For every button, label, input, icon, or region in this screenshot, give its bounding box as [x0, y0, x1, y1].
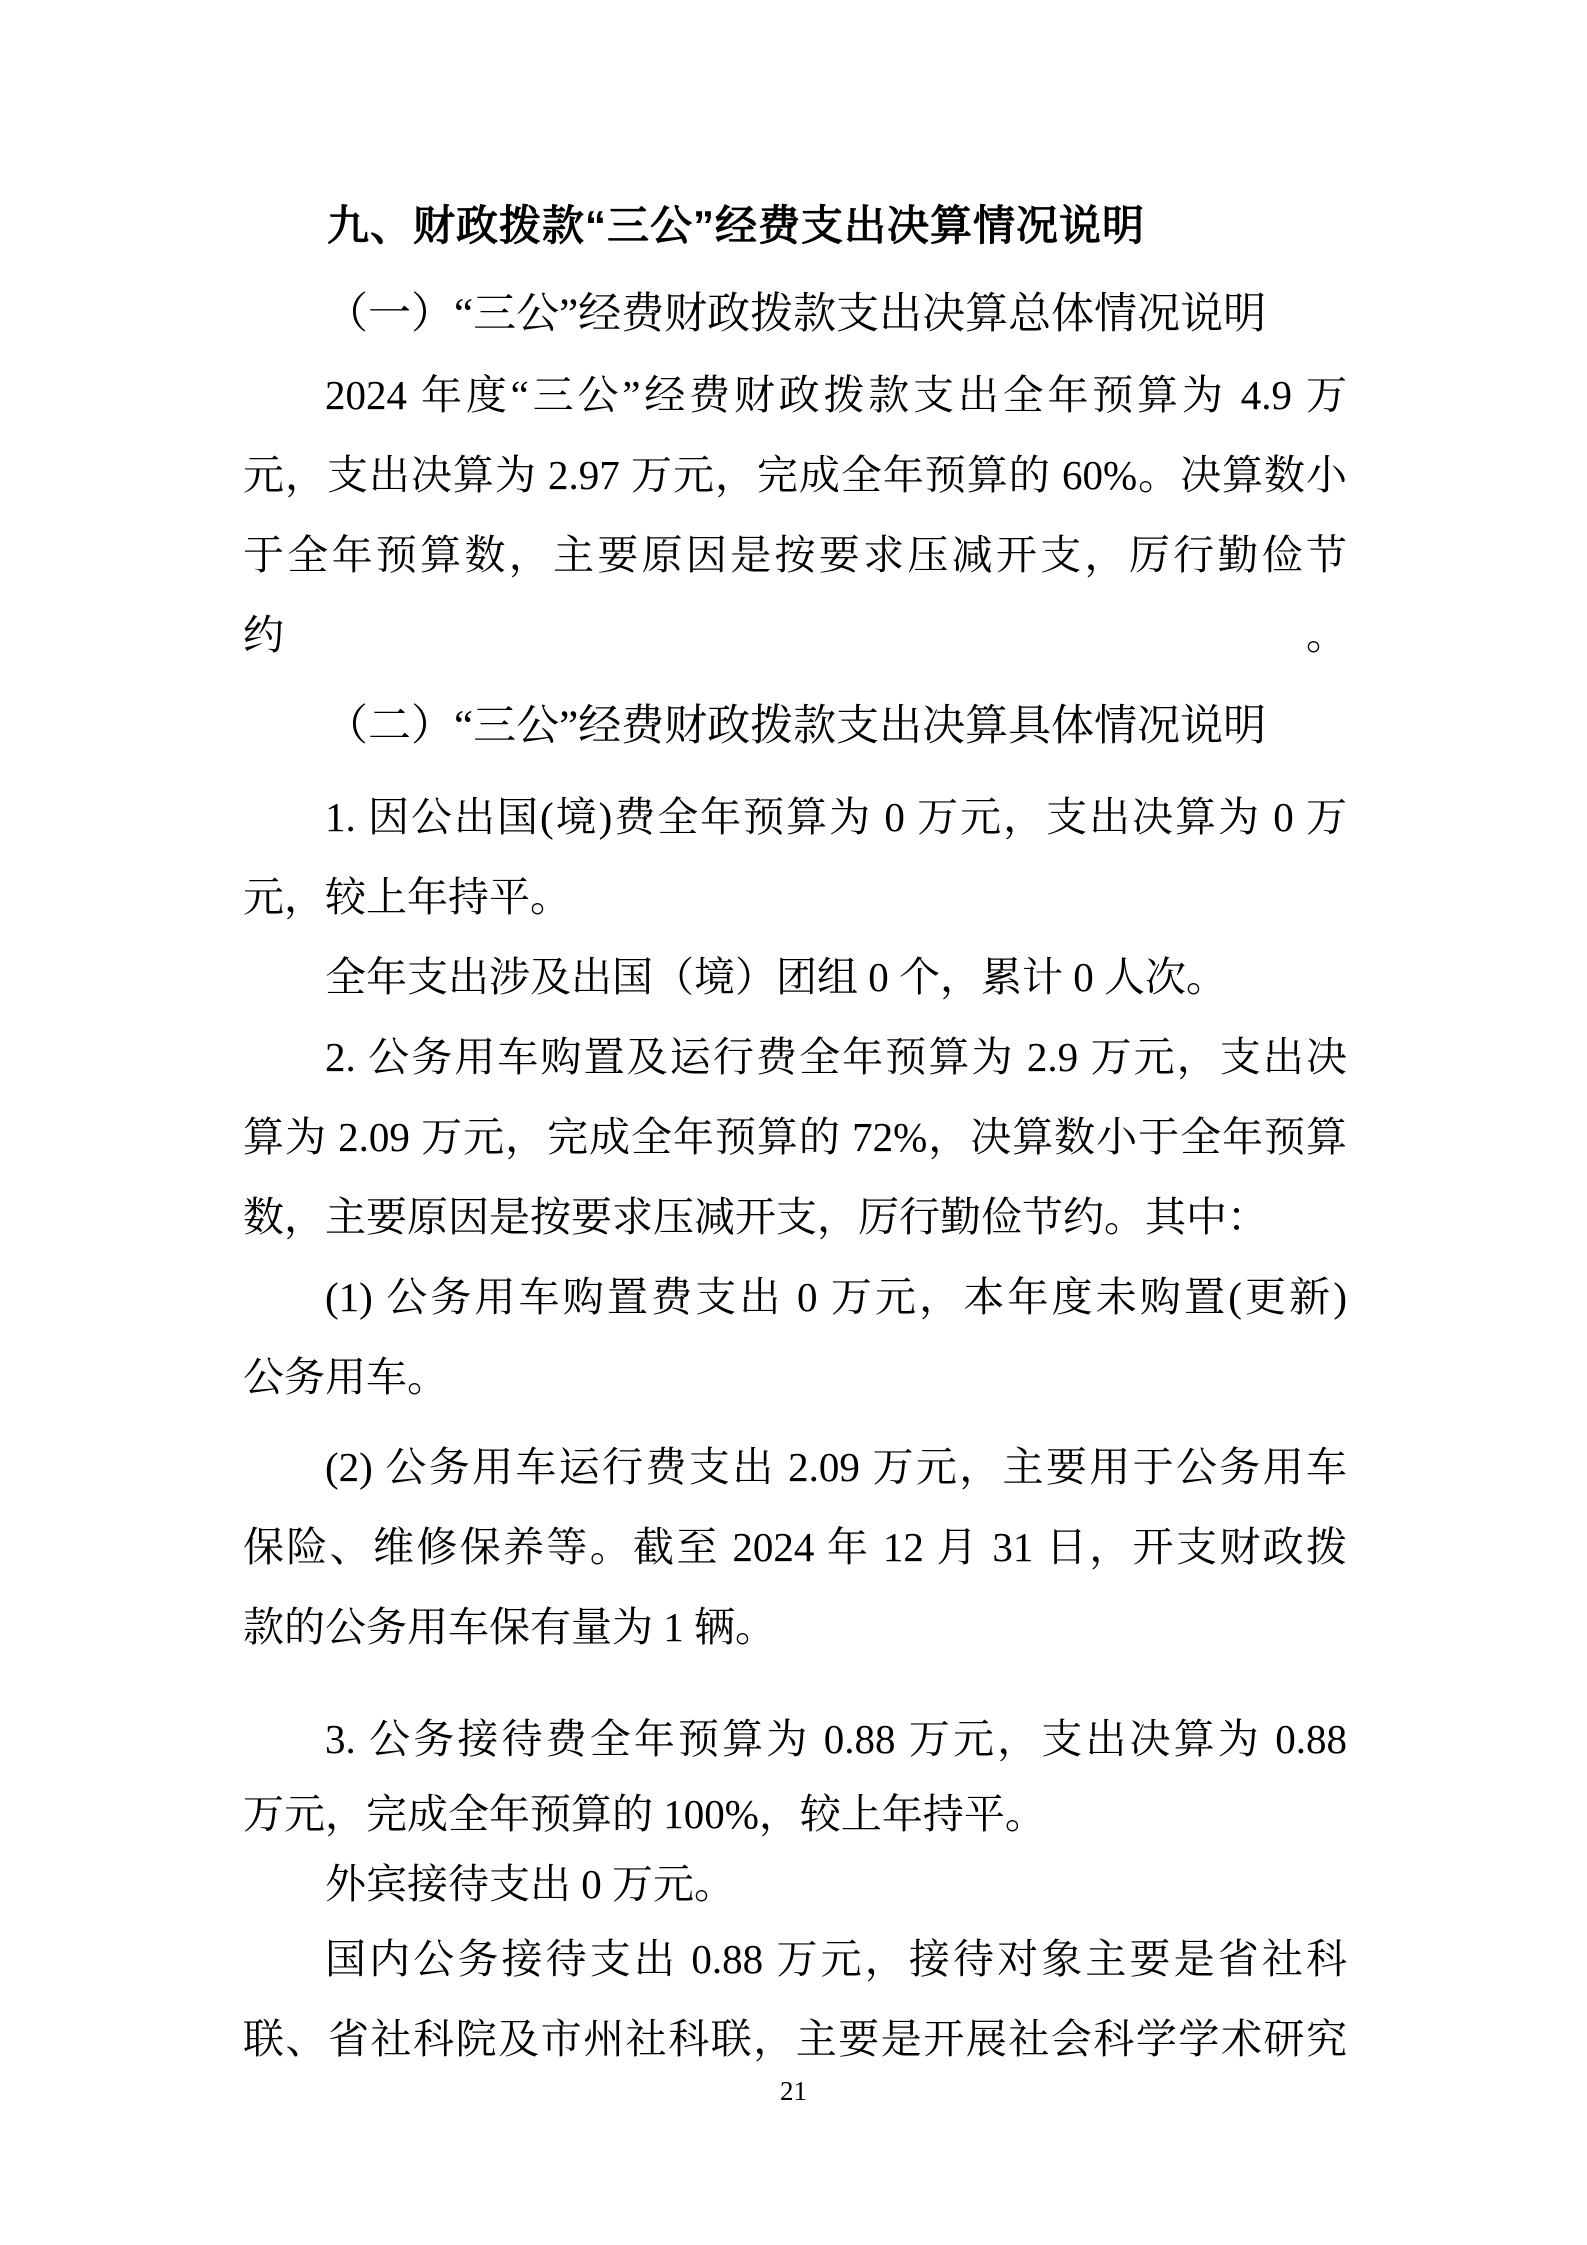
text-line: (1) 公务用车购置费支出 0 万元，本年度未购置(更新): [325, 1274, 1347, 1320]
document-body: [243, 0, 1347, 2079]
subsection-heading: （一）“三公”经费财政拨款支出决算总体情况说明: [325, 291, 1267, 338]
text-line: 3. 公务接待费全年预算为 0.88 万元，支出决算为 0.88: [325, 1716, 1347, 1762]
text-line: 款的公务用车保有量为 1 辆。: [243, 1604, 776, 1650]
text-line: 元，较上年持平。: [243, 874, 571, 920]
section-heading: 九、财政拨款“三公”经费支出决算情况说明: [327, 202, 1146, 249]
text-line: 联、省社科院及市州社科联，主要是开展社会科学学术研究: [243, 2016, 1347, 2062]
text-line: 国内公务接待支出 0.88 万元，接待对象主要是省社科: [325, 1936, 1347, 1982]
text-line: 公务用车。: [243, 1354, 448, 1400]
text-line: 算为 2.09 万元，完成全年预算的 72%，决算数小于全年预算: [243, 1114, 1347, 1160]
text-line: 2024 年度“三公”经费财政拨款支出全年预算为 4.9 万: [325, 372, 1347, 418]
text-line: 外宾接待支出 0 万元。: [325, 1861, 735, 1907]
page-number: 21: [780, 2076, 807, 2106]
text-line: 保险、维修保养等。截至 2024 年 12 月 31 日，开支财政拨: [243, 1524, 1347, 1570]
text-line: (2) 公务用车运行费支出 2.09 万元，主要用于公务用车: [325, 1444, 1347, 1490]
text-line: 数，主要原因是按要求压减开支，厉行勤俭节约。其中：: [243, 1194, 1268, 1240]
text-line: 2. 公务用车购置及运行费全年预算为 2.9 万元，支出决: [325, 1034, 1347, 1080]
text-line: 元，支出决算为 2.97 万元，完成全年预算的 60%。决算数小: [243, 452, 1347, 498]
text-line: 1. 因公出国(境)费全年预算为 0 万元，支出决算为 0 万: [325, 794, 1347, 840]
text-line: 全年支出涉及出国（境）团组 0 个，累计 0 人次。: [325, 954, 1227, 1000]
subsection-heading: （二）“三公”经费财政拨款支出决算具体情况说明: [325, 703, 1267, 750]
text-line: 万元，完成全年预算的 100%，较上年持平。: [243, 1791, 1046, 1837]
text-line: 于全年预算数，主要原因是按要求压减开支，厉行勤俭节约。: [243, 532, 1347, 658]
